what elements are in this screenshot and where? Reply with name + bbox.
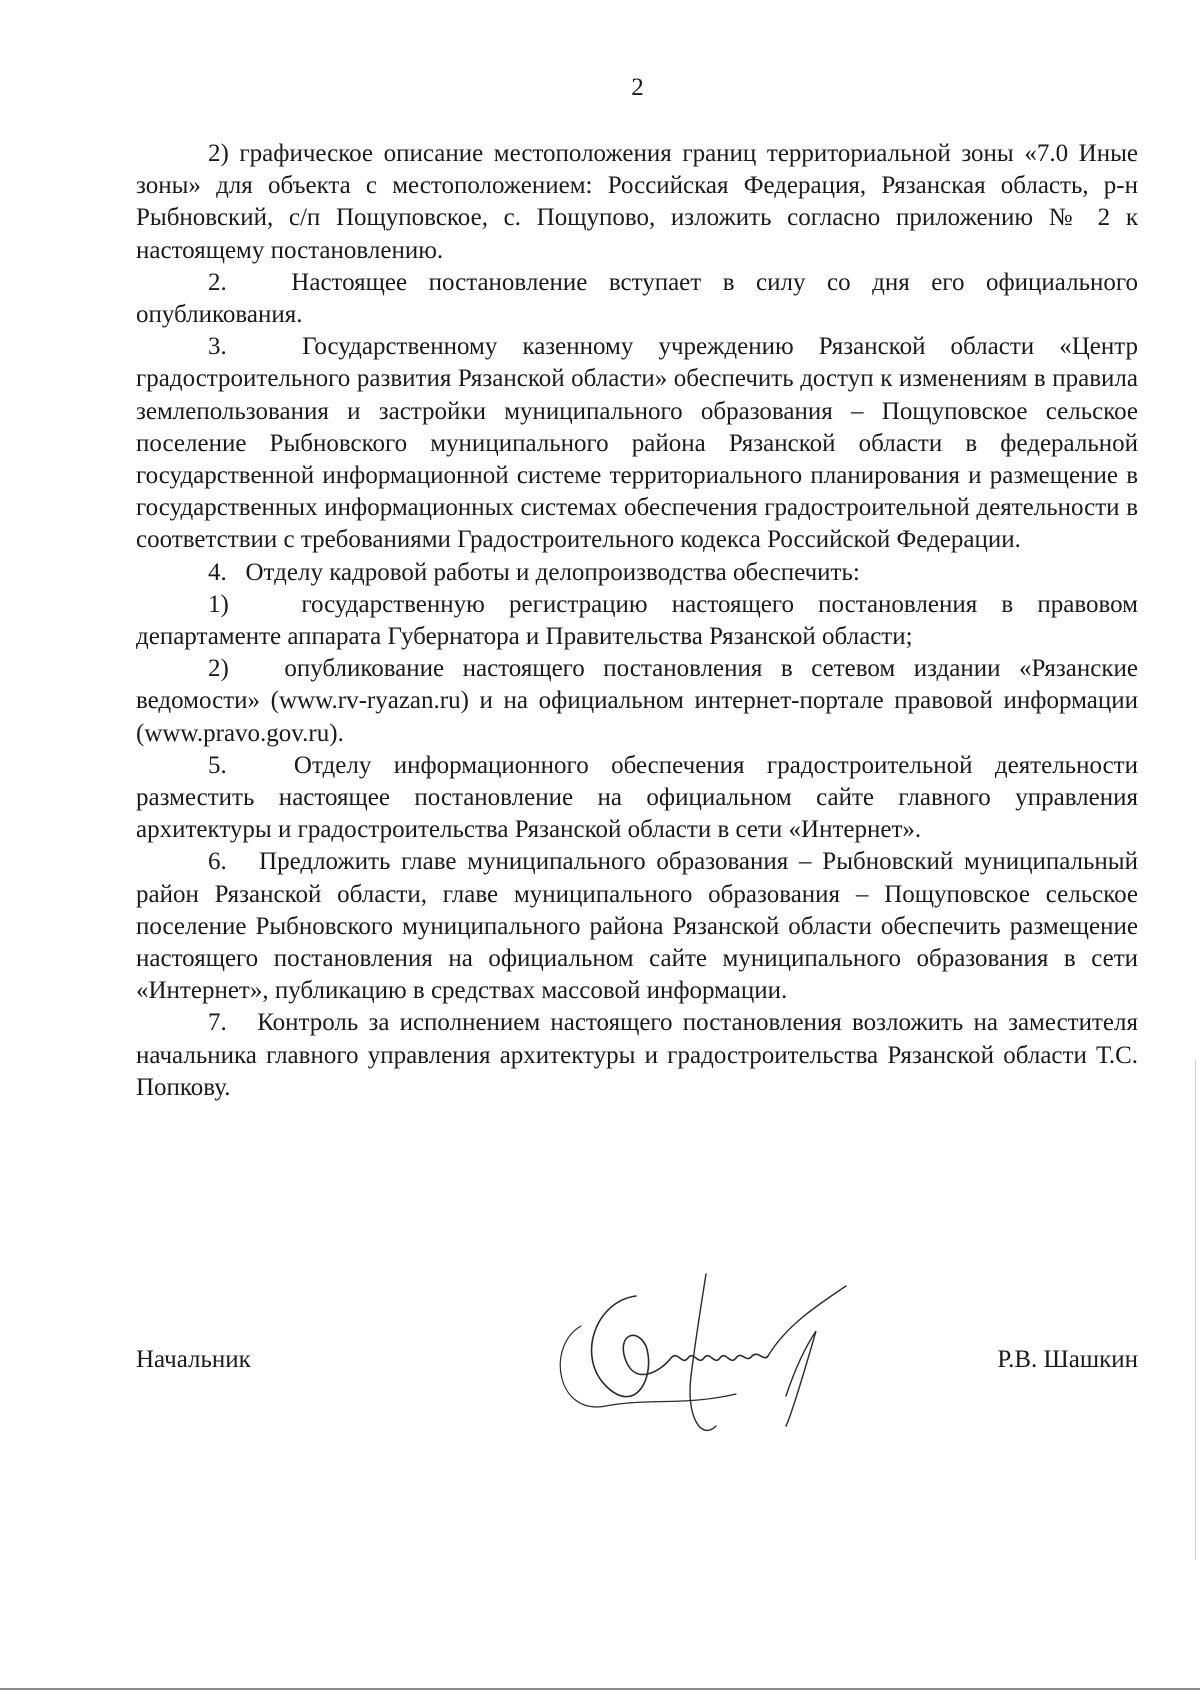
- paragraph-access-provision: 3. Государственному казенному учреждению Рязанской области «Центр градостроительного развития Рязанской области» обеспечить доступ к изменениям в правила землепользования и застройки муниципального образования – Пощуповское сельское поселение Рыбновского муниципального района Рязанской области в федеральной государственной информационной системе территориального планирования и размещение в государственных информационных системах обеспечения градостроительной деятельности в соответствии с требованиями Градостроительного кодекса Российской Федерации.: [136, 333, 1138, 554]
- paragraph-website-placement: 5. Отделу информационного обеспечения градостроительной деятельности разместить настоящее постановление на официальном сайте главного управления архитектуры и градостроительства Рязанской области в сети «Интернет».: [136, 751, 1138, 844]
- paragraph-hr-department: 4. Отделу кадровой работы и делопроизводства обеспечить:: [208, 558, 860, 586]
- paragraph-municipal-heads: 6. Предложить главе муниципального образования – Рыбновский муниципальный район Рязанской области, главе муниципального образования – Пощуповское сельское поселение Рыбновского муниципального района Рязанской области обеспечить размещение настоящего постановления на официальном сайте муниципального образования в сети «Интернет», публикацию в средствах массовой информации.: [136, 848, 1138, 1005]
- page-number: 2: [631, 74, 644, 101]
- signatory-name: Р.В. Шашкин: [997, 1346, 1138, 1373]
- signature-block: [136, 1326, 1138, 1466]
- paragraph-publication: 2) опубликование настоящего постановления в сетевом издании «Рязанские ведомости» (www.rv-ryazan.ru) и на официальном интернет-портале правовой информации (www.pravo.gov.ru).: [136, 655, 1138, 747]
- paragraph-control: 7. Контроль за исполнением настоящего постановления возложить на заместителя начальника главного управления архитектуры и градостроительства Рязанской области Т.С. Попкову.: [136, 1009, 1138, 1101]
- paragraph-state-registration: 1) государственную регистрацию настоящего постановления в правовом департаменте аппарата Губернатора и Правительства Рязанской области;: [136, 590, 1138, 651]
- paragraph-effective-date: 2. Настоящее постановление вступает в силу со дня его официального опубликования.: [136, 268, 1138, 329]
- scan-edge-shadow: [1195, 1060, 1196, 1560]
- paragraph-2-graphic-description: 2) графическое описание местоположения границ территориальной зоны «7.0 Иные зоны» для объекта с местоположением: Российская Федерация, Рязанская область, р-н Рыбновский, с/п Пощуповское, с. Пощупово, изложить согласно приложению № 2 к настоящему постановлению.: [136, 140, 1138, 264]
- handwritten-signature: [486, 1266, 916, 1456]
- scan-bottom-edge: [0, 1688, 1200, 1690]
- signatory-position: Начальник: [136, 1346, 251, 1373]
- document-body: [136, 138, 1138, 1104]
